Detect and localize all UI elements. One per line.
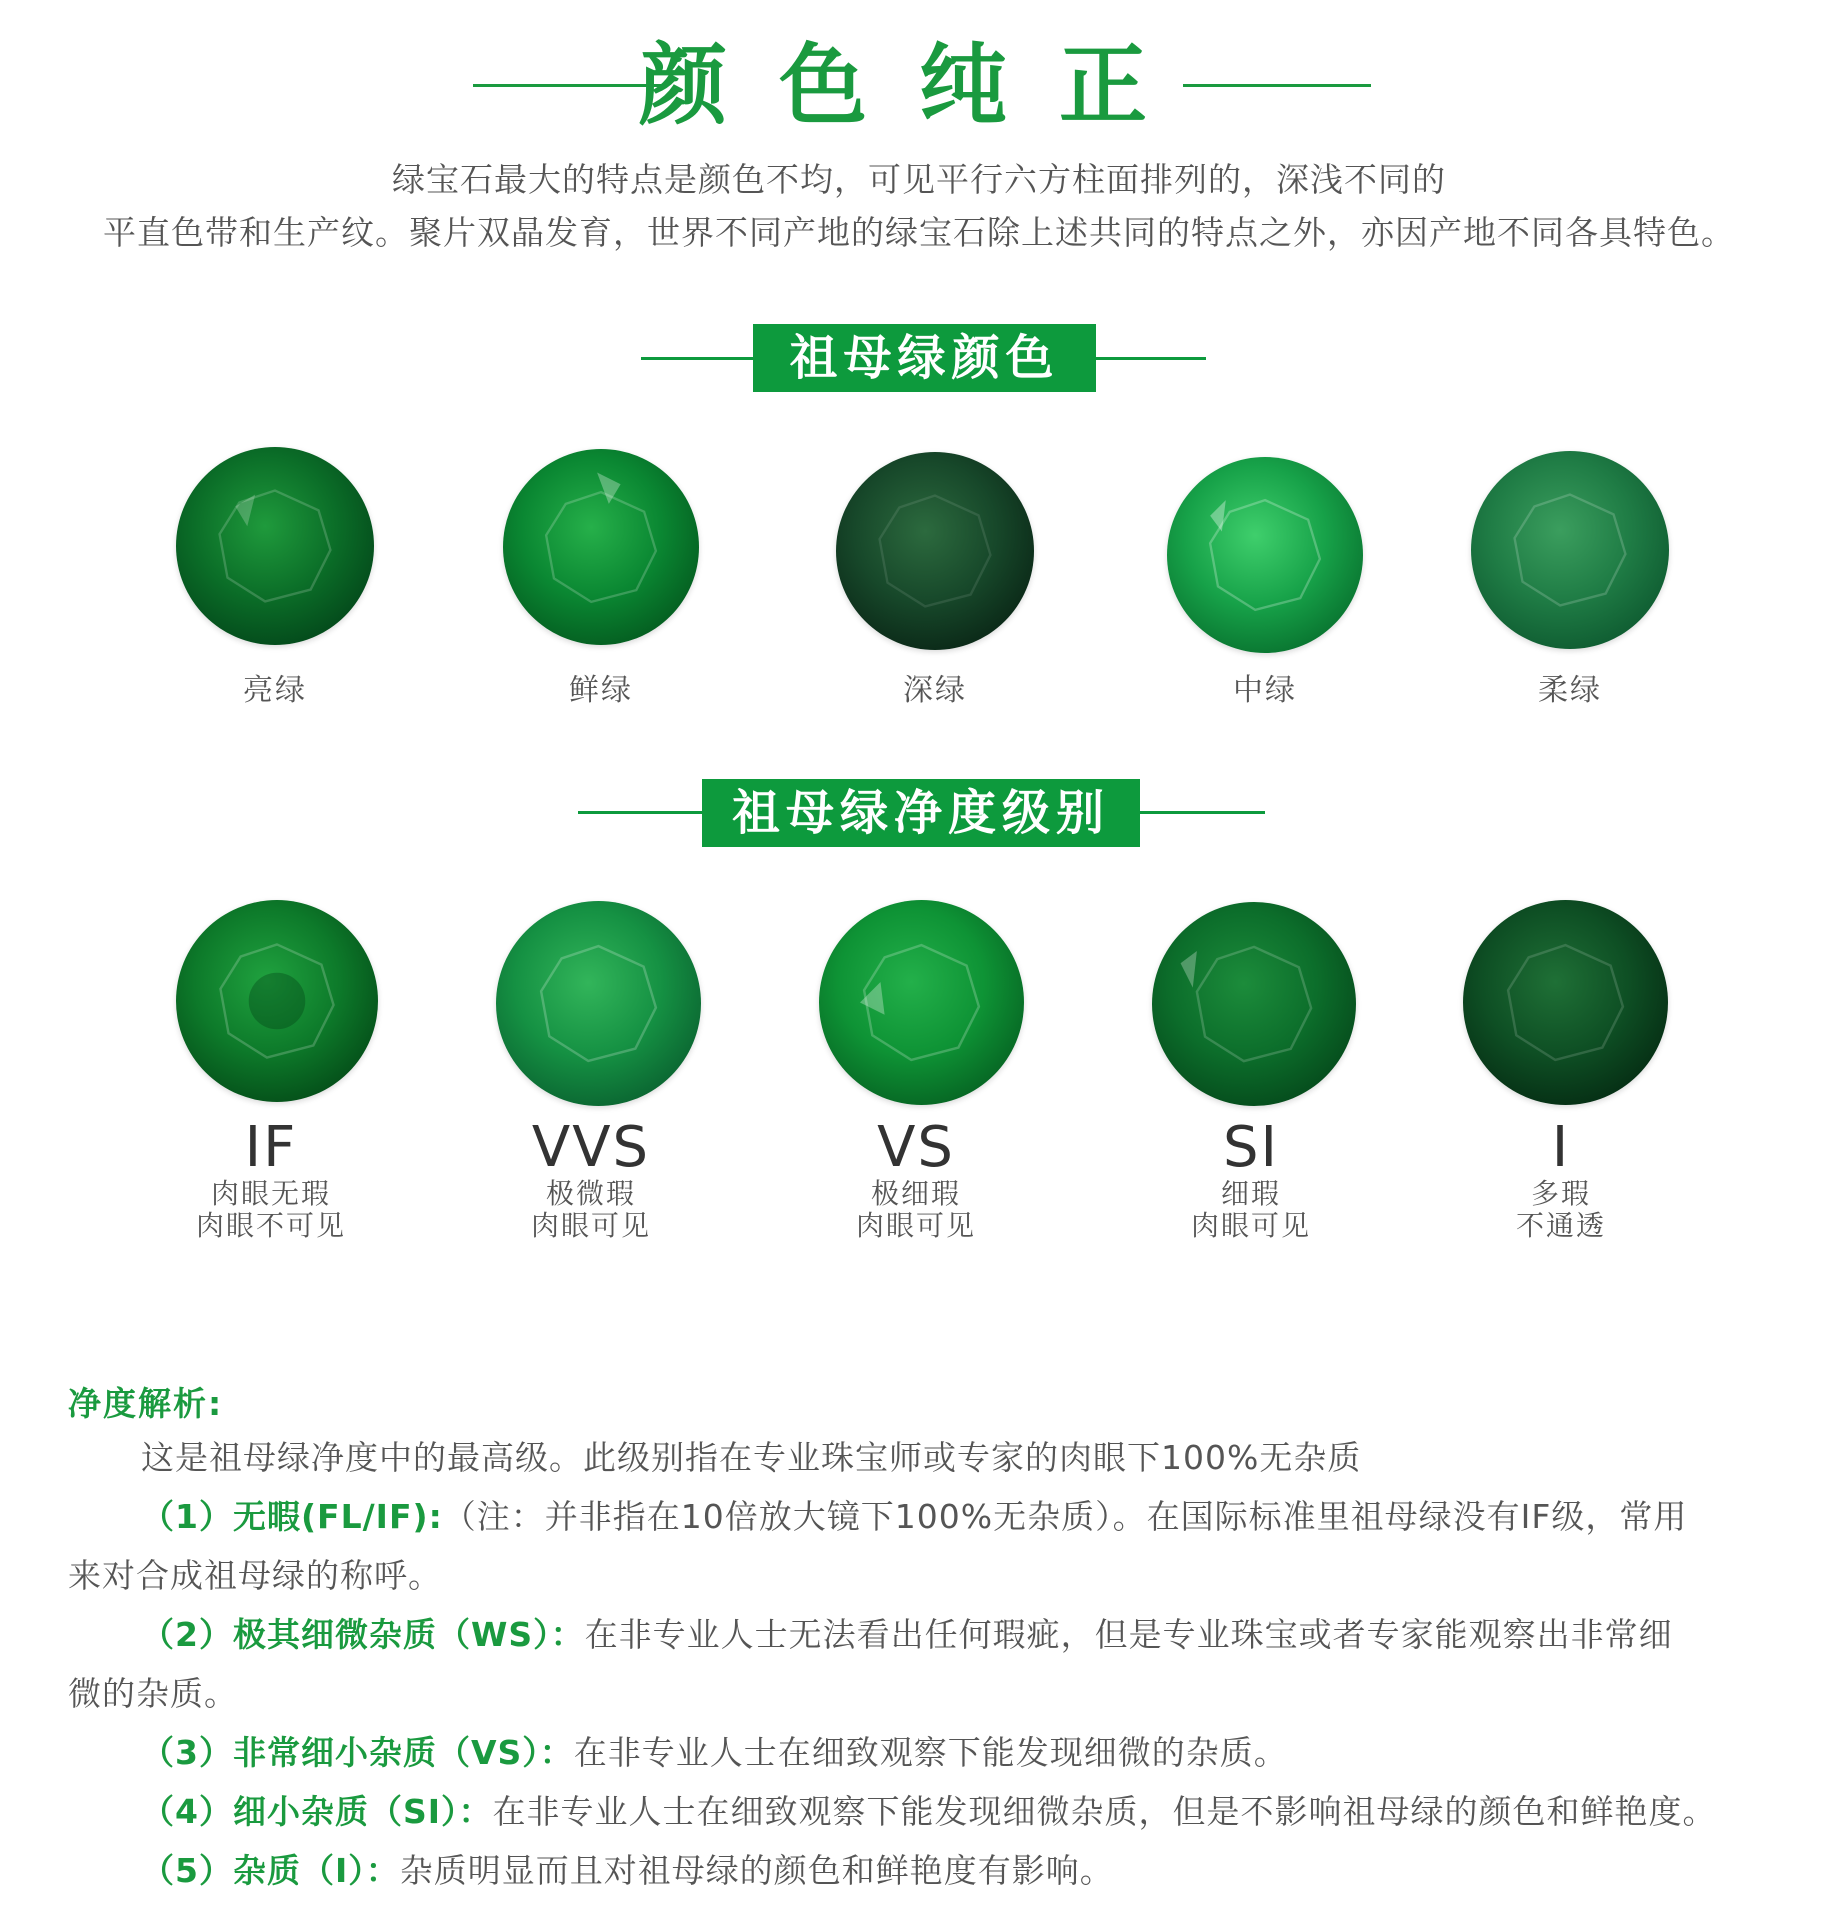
clarity-banner-left-line (578, 811, 703, 814)
clarity-grade-if (141, 1115, 401, 1242)
analysis-item-label: （5）杂质（I）： (141, 1851, 400, 1890)
color-label-deep-green: 深绿 (903, 673, 967, 708)
emerald-gem-icon (176, 447, 374, 645)
analysis-item-label: （1）无暇(FL/IF): (141, 1497, 443, 1536)
grade-code: VVS (531, 1115, 651, 1180)
analysis-item-label: （4）细小杂质（SI）： (141, 1792, 493, 1831)
analysis-item-text-cont: 微的杂质。 (68, 1674, 238, 1713)
analysis-title: 净度解析: (68, 1384, 224, 1423)
clarity-banner-right-line (1140, 811, 1265, 814)
emerald-gem-icon (836, 452, 1034, 650)
emerald-gem-icon (1167, 457, 1363, 653)
color-banner-left-line (641, 357, 753, 360)
grade-code: IF (244, 1115, 298, 1180)
clarity-grade-vvs (461, 1115, 721, 1242)
color-label-vivid-green: 鲜绿 (569, 673, 633, 708)
clarity-grade-si (1121, 1115, 1381, 1242)
analysis-item-text: 在非专业人士在细致观察下能发现细微的杂质。 (573, 1733, 1288, 1772)
analysis-item-text: 杂质明显而且对祖母绿的颜色和鲜艳度有影响。 (399, 1851, 1114, 1890)
clarity-grade-i (1431, 1115, 1691, 1242)
emerald-gem-icon (1463, 900, 1668, 1105)
color-label-medium-green: 中绿 (1233, 673, 1297, 708)
analysis-item-label: （3）非常细小杂质（VS）： (141, 1733, 574, 1772)
clarity-section-banner: 祖母绿净度级别 (702, 779, 1140, 847)
grade-desc-1: 细瑕 (1220, 1177, 1281, 1210)
color-label-soft-green: 柔绿 (1538, 673, 1602, 708)
grade-desc-1: 肉眼无瑕 (210, 1177, 331, 1210)
grade-code: VS (877, 1115, 955, 1180)
intro-line-2: 平直色带和生产纹。聚片双晶发育，世界不同产地的绿宝石除上述共同的特点之外，亦因产地不同各具特色。 (103, 213, 1735, 252)
grade-desc-2: 肉眼可见 (855, 1209, 976, 1242)
emerald-gem-icon (496, 901, 701, 1106)
emerald-gem-icon (176, 900, 378, 1102)
clarity-grade-vs (786, 1115, 1046, 1242)
analysis-item-3 (68, 1723, 1788, 1782)
analysis-item-text: 在非专业人士无法看出任何瑕疵，但是专业珠宝或者专家能观察出非常细 (584, 1615, 1673, 1654)
grade-desc-1: 多瑕 (1530, 1177, 1591, 1210)
grade-desc-2: 肉眼可见 (1190, 1209, 1311, 1242)
analysis-item-label: （2）极其细微杂质（WS）： (141, 1615, 585, 1654)
grade-desc-2: 肉眼不可见 (195, 1209, 346, 1242)
emerald-gem-icon (1471, 451, 1669, 649)
page-title: 颜色纯正 (638, 33, 1199, 137)
analysis-item-5 (68, 1841, 1788, 1900)
grade-desc-1: 极细瑕 (870, 1177, 961, 1210)
color-banner-right-line (1096, 357, 1206, 360)
analysis-item-text-cont: 来对合成祖母绿的称呼。 (68, 1556, 442, 1595)
analysis-intro: 这是祖母绿净度中的最高级。此级别指在专业珠宝师或专家的肉眼下100%无杂质 (141, 1438, 1362, 1477)
color-label-bright-green: 亮绿 (243, 673, 307, 708)
analysis-item-text: （注：并非指在10倍放大镜下100%无杂质）。在国际标准里祖母绿没有IF级，常用 (442, 1497, 1688, 1536)
grade-code: SI (1222, 1115, 1280, 1180)
intro-line-1: 绿宝石最大的特点是颜色不均，可见平行六方柱面排列的，深浅不同的 (392, 160, 1446, 199)
analysis-item-4 (68, 1782, 1788, 1841)
grade-desc-1: 极微瑕 (545, 1177, 636, 1210)
color-section-banner: 祖母绿颜色 (753, 324, 1096, 392)
analysis-item-2 (68, 1605, 1788, 1723)
emerald-gem-icon (819, 900, 1024, 1105)
grade-desc-2: 肉眼可见 (530, 1209, 651, 1242)
analysis-item-text: 在非专业人士在细致观察下能发现细微杂质，但是不影响祖母绿的颜色和鲜艳度。 (492, 1792, 1717, 1831)
emerald-gem-icon (503, 449, 699, 645)
grade-desc-2: 不通透 (1515, 1209, 1606, 1242)
grade-code: I (1551, 1115, 1571, 1180)
analysis-item-1 (68, 1487, 1788, 1605)
emerald-gem-icon (1152, 902, 1356, 1106)
